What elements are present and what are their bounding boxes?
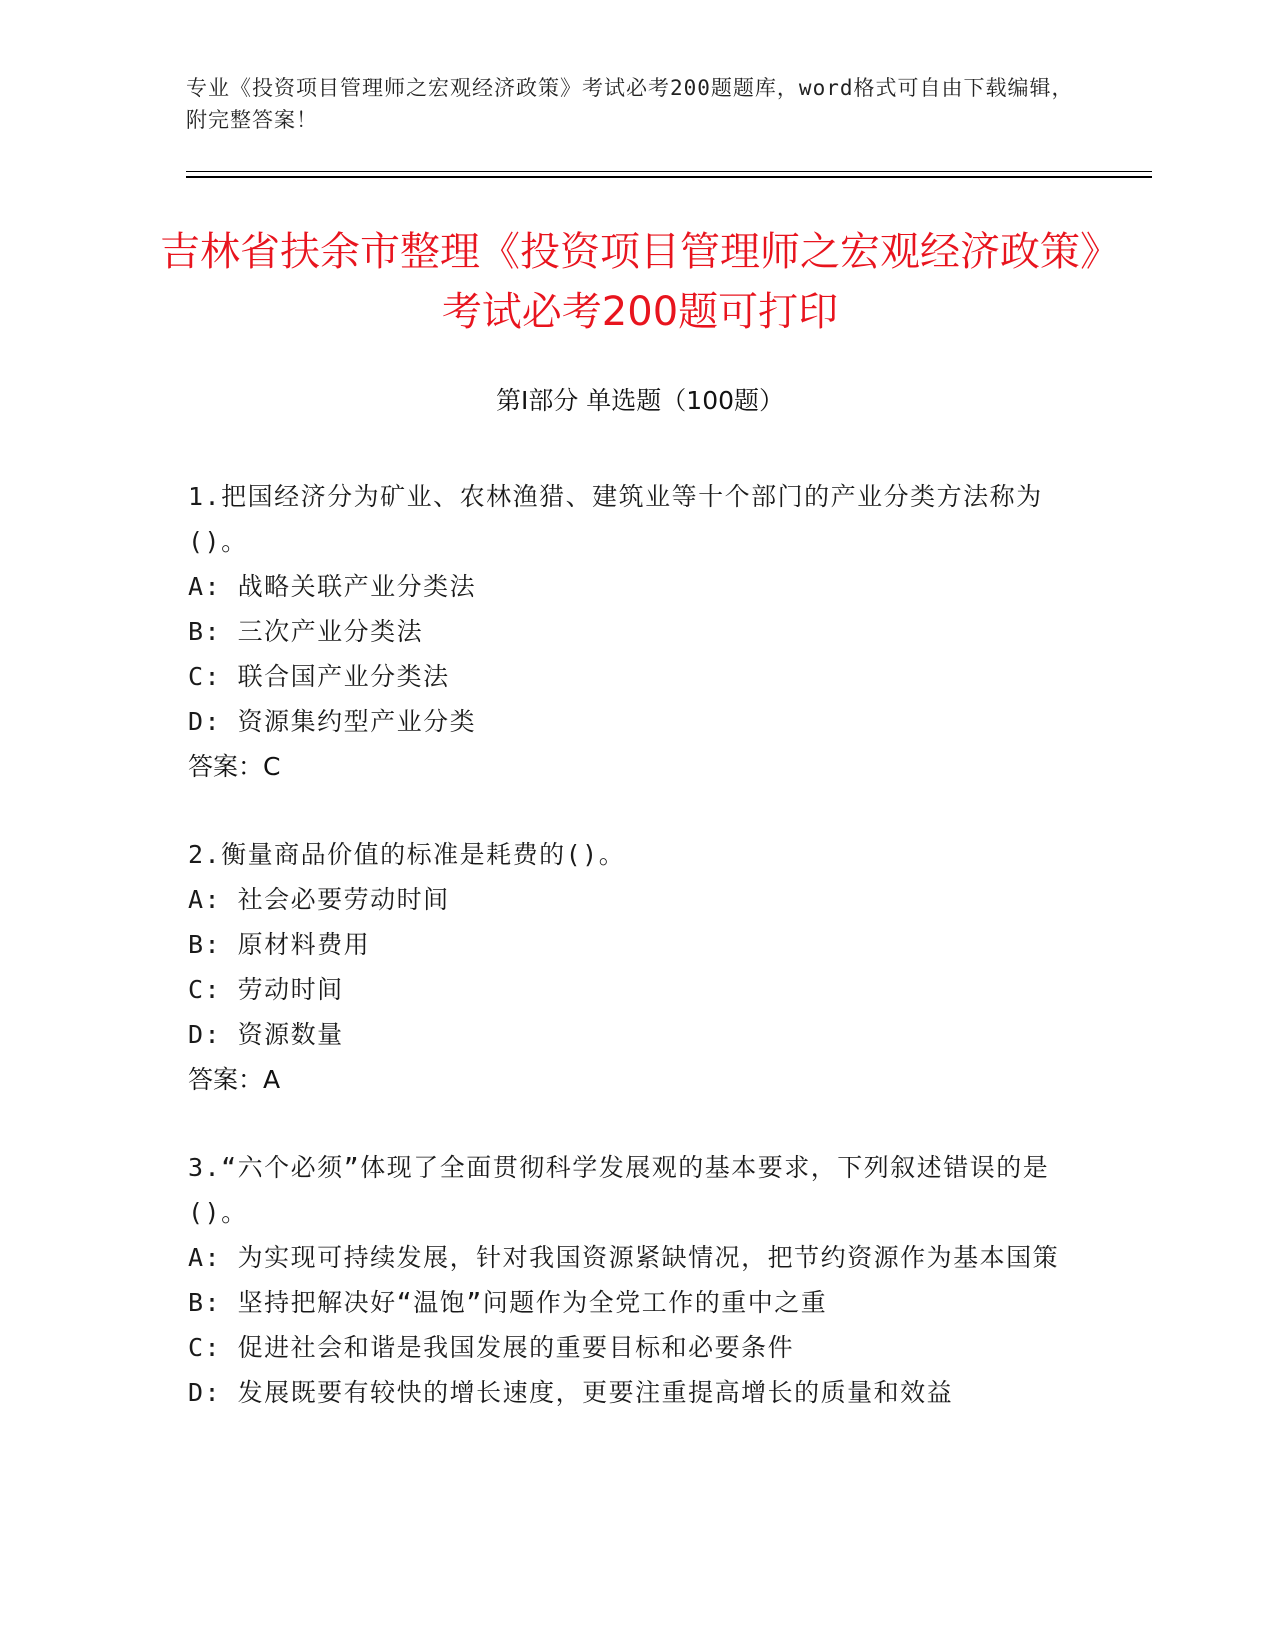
answer: 答案：C (188, 752, 281, 781)
option-b: B: 三次产业分类法 (188, 617, 424, 646)
option-b: B: 原材料费用 (188, 930, 371, 959)
question-1 (188, 474, 1088, 789)
question-list (188, 474, 1088, 1458)
question-stem: 3.“六个必须”体现了全面贯彻科学发展观的基本要求，下列叙述错误的是()。 (188, 1153, 1050, 1227)
header-divider-thin (186, 171, 1152, 172)
option-c: C: 联合国产业分类法 (188, 662, 450, 691)
section-heading: 第Ⅰ部分 单选题（100题） (495, 386, 785, 415)
question-stem: 2.衡量商品价值的标准是耗费的()。 (188, 840, 626, 869)
option-c: C: 劳动时间 (188, 975, 344, 1004)
question-stem: 1.把国经济分为矿业、农林渔猎、建筑业等十个部门的产业分类方法称为()。 (188, 482, 1043, 556)
document-title: 吉林省扶余市整理《投资项目管理师之宏观经济政策》考试必考200题可打印 (160, 229, 1120, 335)
option-a: A: 为实现可持续发展，针对我国资源紧缺情况，把节约资源作为基本国策 (188, 1243, 1060, 1272)
header-note: 专业《投资项目管理师之宏观经济政策》考试必考200题题库，word格式可自由下载编辑，附完整答案！ (186, 76, 1074, 132)
option-b: B: 坚持把解决好“温饱”问题作为全党工作的重中之重 (188, 1288, 828, 1317)
header-divider-thick (186, 176, 1152, 178)
option-a: A: 战略关联产业分类法 (188, 572, 477, 601)
option-a: A: 社会必要劳动时间 (188, 885, 450, 914)
question-2 (188, 832, 1088, 1102)
option-d: D: 发展既要有较快的增长速度，更要注重提高增长的质量和效益 (188, 1378, 954, 1407)
option-d: D: 资源数量 (188, 1020, 344, 1049)
option-c: C: 促进社会和谐是我国发展的重要目标和必要条件 (188, 1333, 795, 1362)
question-3 (188, 1145, 1088, 1415)
option-d: D: 资源集约型产业分类 (188, 707, 477, 736)
answer: 答案：A (188, 1065, 281, 1094)
